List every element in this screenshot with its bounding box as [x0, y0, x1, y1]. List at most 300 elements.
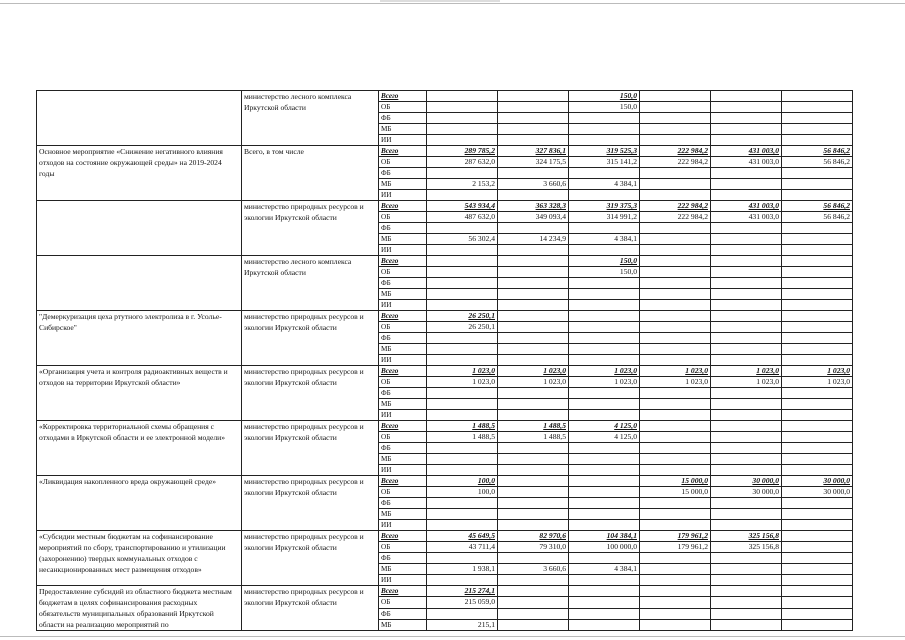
amount-cell [427, 509, 498, 520]
funding-source: ФБ [379, 498, 427, 509]
amount-cell: 100 000,0 [569, 542, 640, 553]
amount-cell [640, 465, 711, 476]
amount-cell [782, 432, 853, 443]
amount-cell: 431 003,0 [711, 157, 782, 168]
funding-source: Всего [379, 366, 427, 377]
amount-cell [782, 190, 853, 201]
amount-cell [498, 509, 569, 520]
amount-cell: 56 302,4 [427, 234, 498, 245]
activity-description: Предоставление субсидий из областного бюджета местным бюджетам в целях софинансирования расходных обязательств муниципальных образований Иркутской области на реализацию мероприятий по [37, 586, 242, 631]
amount-cell [498, 256, 569, 267]
amount-cell [427, 223, 498, 234]
amount-cell: 543 934,4 [427, 201, 498, 212]
amount-cell: 82 970,6 [498, 531, 569, 542]
amount-cell [640, 223, 711, 234]
amount-cell [498, 245, 569, 256]
amount-cell: 1 488,5 [427, 432, 498, 443]
amount-cell: 1 023,0 [640, 366, 711, 377]
table-row [37, 256, 853, 267]
amount-cell: 349 093,4 [498, 212, 569, 223]
amount-cell: 1 023,0 [782, 377, 853, 388]
table-row [37, 201, 853, 212]
amount-cell [569, 454, 640, 465]
funding-source: МБ [379, 564, 427, 575]
responsible-executor: министерство природных ресурсов и экологии Иркутской области [242, 476, 379, 531]
amount-cell: 150,0 [569, 267, 640, 278]
amount-cell [640, 498, 711, 509]
amount-cell: 56 846,2 [782, 212, 853, 223]
amount-cell [711, 399, 782, 410]
amount-cell [782, 322, 853, 333]
amount-cell [427, 300, 498, 311]
amount-cell [569, 322, 640, 333]
amount-cell [427, 465, 498, 476]
amount-cell [711, 344, 782, 355]
amount-cell [569, 465, 640, 476]
amount-cell [640, 124, 711, 135]
amount-cell [711, 190, 782, 201]
amount-cell [782, 91, 853, 102]
amount-cell [782, 465, 853, 476]
amount-cell [782, 410, 853, 421]
funding-source: МБ [379, 619, 427, 630]
amount-cell: 215,1 [427, 619, 498, 630]
amount-cell [782, 586, 853, 597]
amount-cell [498, 278, 569, 289]
amount-cell: 3 660,6 [498, 179, 569, 190]
amount-cell: 1 938,1 [427, 564, 498, 575]
amount-cell [640, 168, 711, 179]
amount-cell [640, 443, 711, 454]
budget-table [36, 90, 853, 631]
amount-cell [640, 399, 711, 410]
amount-cell: 30 000,0 [782, 487, 853, 498]
amount-cell [569, 575, 640, 586]
amount-cell [711, 608, 782, 619]
amount-cell: 1 023,0 [640, 377, 711, 388]
amount-cell: 314 991,2 [569, 212, 640, 223]
amount-cell [711, 113, 782, 124]
responsible-executor: министерство природных ресурсов и экологии Иркутской области [242, 366, 379, 421]
amount-cell: 1 023,0 [498, 377, 569, 388]
amount-cell [498, 113, 569, 124]
responsible-executor: министерство природных ресурсов и экологии Иркутской области [242, 311, 379, 366]
funding-source: ОБ [379, 542, 427, 553]
funding-source: ОБ [379, 267, 427, 278]
responsible-executor: министерство природных ресурсов и экологии Иркутской области [242, 201, 379, 256]
amount-cell: 4 384,1 [569, 179, 640, 190]
amount-cell [711, 289, 782, 300]
amount-cell: 43 711,4 [427, 542, 498, 553]
funding-source: Всего [379, 421, 427, 432]
amount-cell [569, 388, 640, 399]
table-row [37, 421, 853, 432]
amount-cell [640, 311, 711, 322]
amount-cell [711, 553, 782, 564]
amount-cell: 56 846,2 [782, 201, 853, 212]
amount-cell [498, 575, 569, 586]
funding-source: Всего [379, 586, 427, 597]
amount-cell [640, 619, 711, 630]
amount-cell [782, 256, 853, 267]
amount-cell [498, 344, 569, 355]
amount-cell [498, 311, 569, 322]
amount-cell [427, 135, 498, 146]
amount-cell [569, 597, 640, 608]
amount-cell [427, 289, 498, 300]
amount-cell [640, 289, 711, 300]
amount-cell [711, 267, 782, 278]
amount-cell [782, 608, 853, 619]
amount-cell [782, 597, 853, 608]
amount-cell [782, 179, 853, 190]
amount-cell [427, 344, 498, 355]
amount-cell: 14 234,9 [498, 234, 569, 245]
amount-cell [782, 619, 853, 630]
amount-cell: 222 984,2 [640, 146, 711, 157]
funding-source: МБ [379, 344, 427, 355]
amount-cell: 222 984,2 [640, 157, 711, 168]
amount-cell: 4 384,1 [569, 564, 640, 575]
amount-cell [640, 245, 711, 256]
amount-cell [427, 278, 498, 289]
amount-cell [498, 333, 569, 344]
amount-cell: 1 023,0 [427, 377, 498, 388]
amount-cell [711, 410, 782, 421]
amount-cell [498, 498, 569, 509]
amount-cell [782, 399, 853, 410]
activity-description [37, 91, 242, 146]
amount-cell [782, 421, 853, 432]
amount-cell [498, 608, 569, 619]
amount-cell [498, 190, 569, 201]
amount-cell [427, 388, 498, 399]
amount-cell [569, 278, 640, 289]
amount-cell [498, 476, 569, 487]
amount-cell: 15 000,0 [640, 476, 711, 487]
funding-source: ИИ [379, 575, 427, 586]
amount-cell [498, 399, 569, 410]
amount-cell: 179 961,2 [640, 542, 711, 553]
funding-source: Всего [379, 91, 427, 102]
amount-cell: 79 310,0 [498, 542, 569, 553]
funding-source: ФБ [379, 388, 427, 399]
amount-cell [569, 509, 640, 520]
amount-cell: 15 000,0 [640, 487, 711, 498]
amount-cell [569, 245, 640, 256]
amount-cell [782, 223, 853, 234]
activity-description: «Корректировка территориальной схемы обращения с отходами в Иркутской области и ее электронной модели» [37, 421, 242, 476]
amount-cell [711, 388, 782, 399]
funding-source: МБ [379, 234, 427, 245]
amount-cell [569, 289, 640, 300]
amount-cell [782, 102, 853, 113]
table-row [37, 311, 853, 322]
amount-cell [569, 487, 640, 498]
funding-source: ИИ [379, 190, 427, 201]
table-row [37, 366, 853, 377]
amount-cell [498, 322, 569, 333]
amount-cell: 1 023,0 [782, 366, 853, 377]
amount-cell [640, 102, 711, 113]
amount-cell: 431 003,0 [711, 201, 782, 212]
amount-cell [498, 168, 569, 179]
amount-cell [427, 333, 498, 344]
funding-source: ИИ [379, 300, 427, 311]
amount-cell [498, 102, 569, 113]
amount-cell: 431 003,0 [711, 146, 782, 157]
amount-cell [498, 124, 569, 135]
amount-cell: 487 632,0 [427, 212, 498, 223]
amount-cell [782, 311, 853, 322]
funding-source: ФБ [379, 333, 427, 344]
amount-cell: 45 649,5 [427, 531, 498, 542]
activity-description [37, 201, 242, 256]
scan-mark [380, 0, 500, 2]
funding-source: ИИ [379, 410, 427, 421]
amount-cell [640, 410, 711, 421]
amount-cell: 319 375,3 [569, 201, 640, 212]
amount-cell [711, 564, 782, 575]
amount-cell: 222 984,2 [640, 212, 711, 223]
activity-description: «Субсидии местным бюджетам на софинансирование мероприятий по сбору, транспортированию и утилизации (захоронению) твердых коммунальных отходов с несанкционированных мест размещения отходов» [37, 531, 242, 586]
funding-source: ОБ [379, 377, 427, 388]
amount-cell [498, 300, 569, 311]
amount-cell [569, 135, 640, 146]
amount-cell [711, 300, 782, 311]
amount-cell [711, 234, 782, 245]
funding-source: Всего [379, 476, 427, 487]
amount-cell: 222 984,2 [640, 201, 711, 212]
amount-cell: 3 660,6 [498, 564, 569, 575]
activity-description: "Демеркуризация цеха ртутного электролиза в г. Усолье-Сибирское" [37, 311, 242, 366]
amount-cell [711, 124, 782, 135]
amount-cell [498, 410, 569, 421]
amount-cell [427, 190, 498, 201]
amount-cell: 315 141,2 [569, 157, 640, 168]
amount-cell [782, 498, 853, 509]
responsible-executor: министерство лесного комплекса Иркутской области [242, 91, 379, 146]
amount-cell: 100,0 [427, 487, 498, 498]
funding-source: ИИ [379, 520, 427, 531]
funding-source: ФБ [379, 113, 427, 124]
amount-cell [711, 179, 782, 190]
amount-cell [427, 608, 498, 619]
amount-cell [640, 421, 711, 432]
amount-cell: 30 000,0 [711, 487, 782, 498]
amount-cell [782, 300, 853, 311]
amount-cell [640, 454, 711, 465]
amount-cell: 30 000,0 [782, 476, 853, 487]
amount-cell [711, 575, 782, 586]
funding-source: МБ [379, 179, 427, 190]
amount-cell [782, 135, 853, 146]
amount-cell [640, 575, 711, 586]
amount-cell [640, 608, 711, 619]
amount-cell: 4 125,0 [569, 432, 640, 443]
amount-cell [640, 91, 711, 102]
amount-cell [711, 102, 782, 113]
amount-cell [427, 443, 498, 454]
amount-cell [569, 553, 640, 564]
amount-cell: 1 023,0 [711, 377, 782, 388]
amount-cell [427, 553, 498, 564]
amount-cell: 215 274,1 [427, 586, 498, 597]
amount-cell [640, 432, 711, 443]
amount-cell: 1 023,0 [711, 366, 782, 377]
amount-cell [427, 267, 498, 278]
funding-source: ОБ [379, 322, 427, 333]
responsible-executor: министерство природных ресурсов и экологии Иркутской области [242, 586, 379, 631]
amount-cell [498, 388, 569, 399]
amount-cell [498, 267, 569, 278]
activity-description: «Организация учета и контроля радиоактивных веществ и отходов на территории Иркутской области» [37, 366, 242, 421]
amount-cell [427, 399, 498, 410]
funding-source: ФБ [379, 168, 427, 179]
amount-cell: 1 023,0 [427, 366, 498, 377]
funding-source: ОБ [379, 487, 427, 498]
amount-cell [782, 531, 853, 542]
amount-cell [427, 454, 498, 465]
amount-cell [711, 278, 782, 289]
funding-source: ОБ [379, 212, 427, 223]
amount-cell [498, 553, 569, 564]
responsible-executor: министерство природных ресурсов и экологии Иркутской области [242, 531, 379, 586]
funding-source: МБ [379, 509, 427, 520]
activity-description [37, 256, 242, 311]
amount-cell: 4 384,1 [569, 234, 640, 245]
amount-cell: 215 059,0 [427, 597, 498, 608]
amount-cell [711, 322, 782, 333]
amount-cell: 30 000,0 [711, 476, 782, 487]
amount-cell [711, 432, 782, 443]
funding-source: ИИ [379, 245, 427, 256]
amount-cell: 325 156,8 [711, 531, 782, 542]
amount-cell [782, 289, 853, 300]
amount-cell: 100,0 [427, 476, 498, 487]
amount-cell [782, 520, 853, 531]
funding-source: ИИ [379, 465, 427, 476]
amount-cell [640, 520, 711, 531]
amount-cell [640, 113, 711, 124]
table-row [37, 586, 853, 597]
amount-cell [711, 223, 782, 234]
table-row [37, 476, 853, 487]
funding-source: ФБ [379, 608, 427, 619]
amount-cell [711, 597, 782, 608]
amount-cell [498, 487, 569, 498]
funding-source: ОБ [379, 432, 427, 443]
funding-source: МБ [379, 289, 427, 300]
amount-cell [640, 553, 711, 564]
funding-source: ОБ [379, 157, 427, 168]
amount-cell [640, 135, 711, 146]
amount-cell [427, 520, 498, 531]
amount-cell [640, 344, 711, 355]
amount-cell: 150,0 [569, 102, 640, 113]
amount-cell [569, 355, 640, 366]
amount-cell [782, 278, 853, 289]
amount-cell [498, 465, 569, 476]
amount-cell [640, 333, 711, 344]
amount-cell [569, 333, 640, 344]
amount-cell [427, 575, 498, 586]
amount-cell [498, 597, 569, 608]
amount-cell: 150,0 [569, 256, 640, 267]
amount-cell [782, 454, 853, 465]
amount-cell [782, 443, 853, 454]
amount-cell [569, 399, 640, 410]
amount-cell [640, 597, 711, 608]
amount-cell [782, 124, 853, 135]
funding-source: Всего [379, 531, 427, 542]
amount-cell [711, 498, 782, 509]
amount-cell: 1 023,0 [569, 366, 640, 377]
amount-cell [640, 355, 711, 366]
amount-cell [427, 168, 498, 179]
amount-cell [782, 509, 853, 520]
amount-cell [711, 135, 782, 146]
amount-cell [569, 124, 640, 135]
amount-cell [427, 245, 498, 256]
amount-cell [782, 355, 853, 366]
funding-source: МБ [379, 124, 427, 135]
amount-cell [711, 311, 782, 322]
amount-cell: 150,0 [569, 91, 640, 102]
amount-cell [427, 498, 498, 509]
amount-cell: 1 488,5 [498, 432, 569, 443]
amount-cell: 1 488,5 [427, 421, 498, 432]
amount-cell [640, 234, 711, 245]
funding-source: ОБ [379, 102, 427, 113]
amount-cell [498, 223, 569, 234]
amount-cell [782, 267, 853, 278]
funding-source: ОБ [379, 597, 427, 608]
table-row [37, 531, 853, 542]
funding-source: ФБ [379, 553, 427, 564]
funding-source: Всего [379, 256, 427, 267]
funding-source: ИИ [379, 135, 427, 146]
amount-cell [640, 509, 711, 520]
amount-cell [569, 344, 640, 355]
amount-cell [427, 91, 498, 102]
funding-source: ФБ [379, 443, 427, 454]
activity-description: Основное мероприятие «Снижение негативного влияния отходов на состояние окружающей среды» на 2019-2024 годы [37, 146, 242, 201]
amount-cell [569, 300, 640, 311]
amount-cell [498, 91, 569, 102]
amount-cell [569, 410, 640, 421]
amount-cell [782, 553, 853, 564]
amount-cell [640, 179, 711, 190]
amount-cell [427, 256, 498, 267]
amount-cell: 319 525,3 [569, 146, 640, 157]
amount-cell [498, 443, 569, 454]
amount-cell [640, 256, 711, 267]
amount-cell [427, 355, 498, 366]
funding-source: ИИ [379, 355, 427, 366]
amount-cell: 26 250,1 [427, 322, 498, 333]
amount-cell [498, 355, 569, 366]
amount-cell: 26 250,1 [427, 311, 498, 322]
amount-cell [427, 113, 498, 124]
funding-source: ФБ [379, 223, 427, 234]
amount-cell [498, 520, 569, 531]
amount-cell [640, 322, 711, 333]
amount-cell [498, 289, 569, 300]
amount-cell [711, 454, 782, 465]
amount-cell [782, 168, 853, 179]
amount-cell [569, 311, 640, 322]
